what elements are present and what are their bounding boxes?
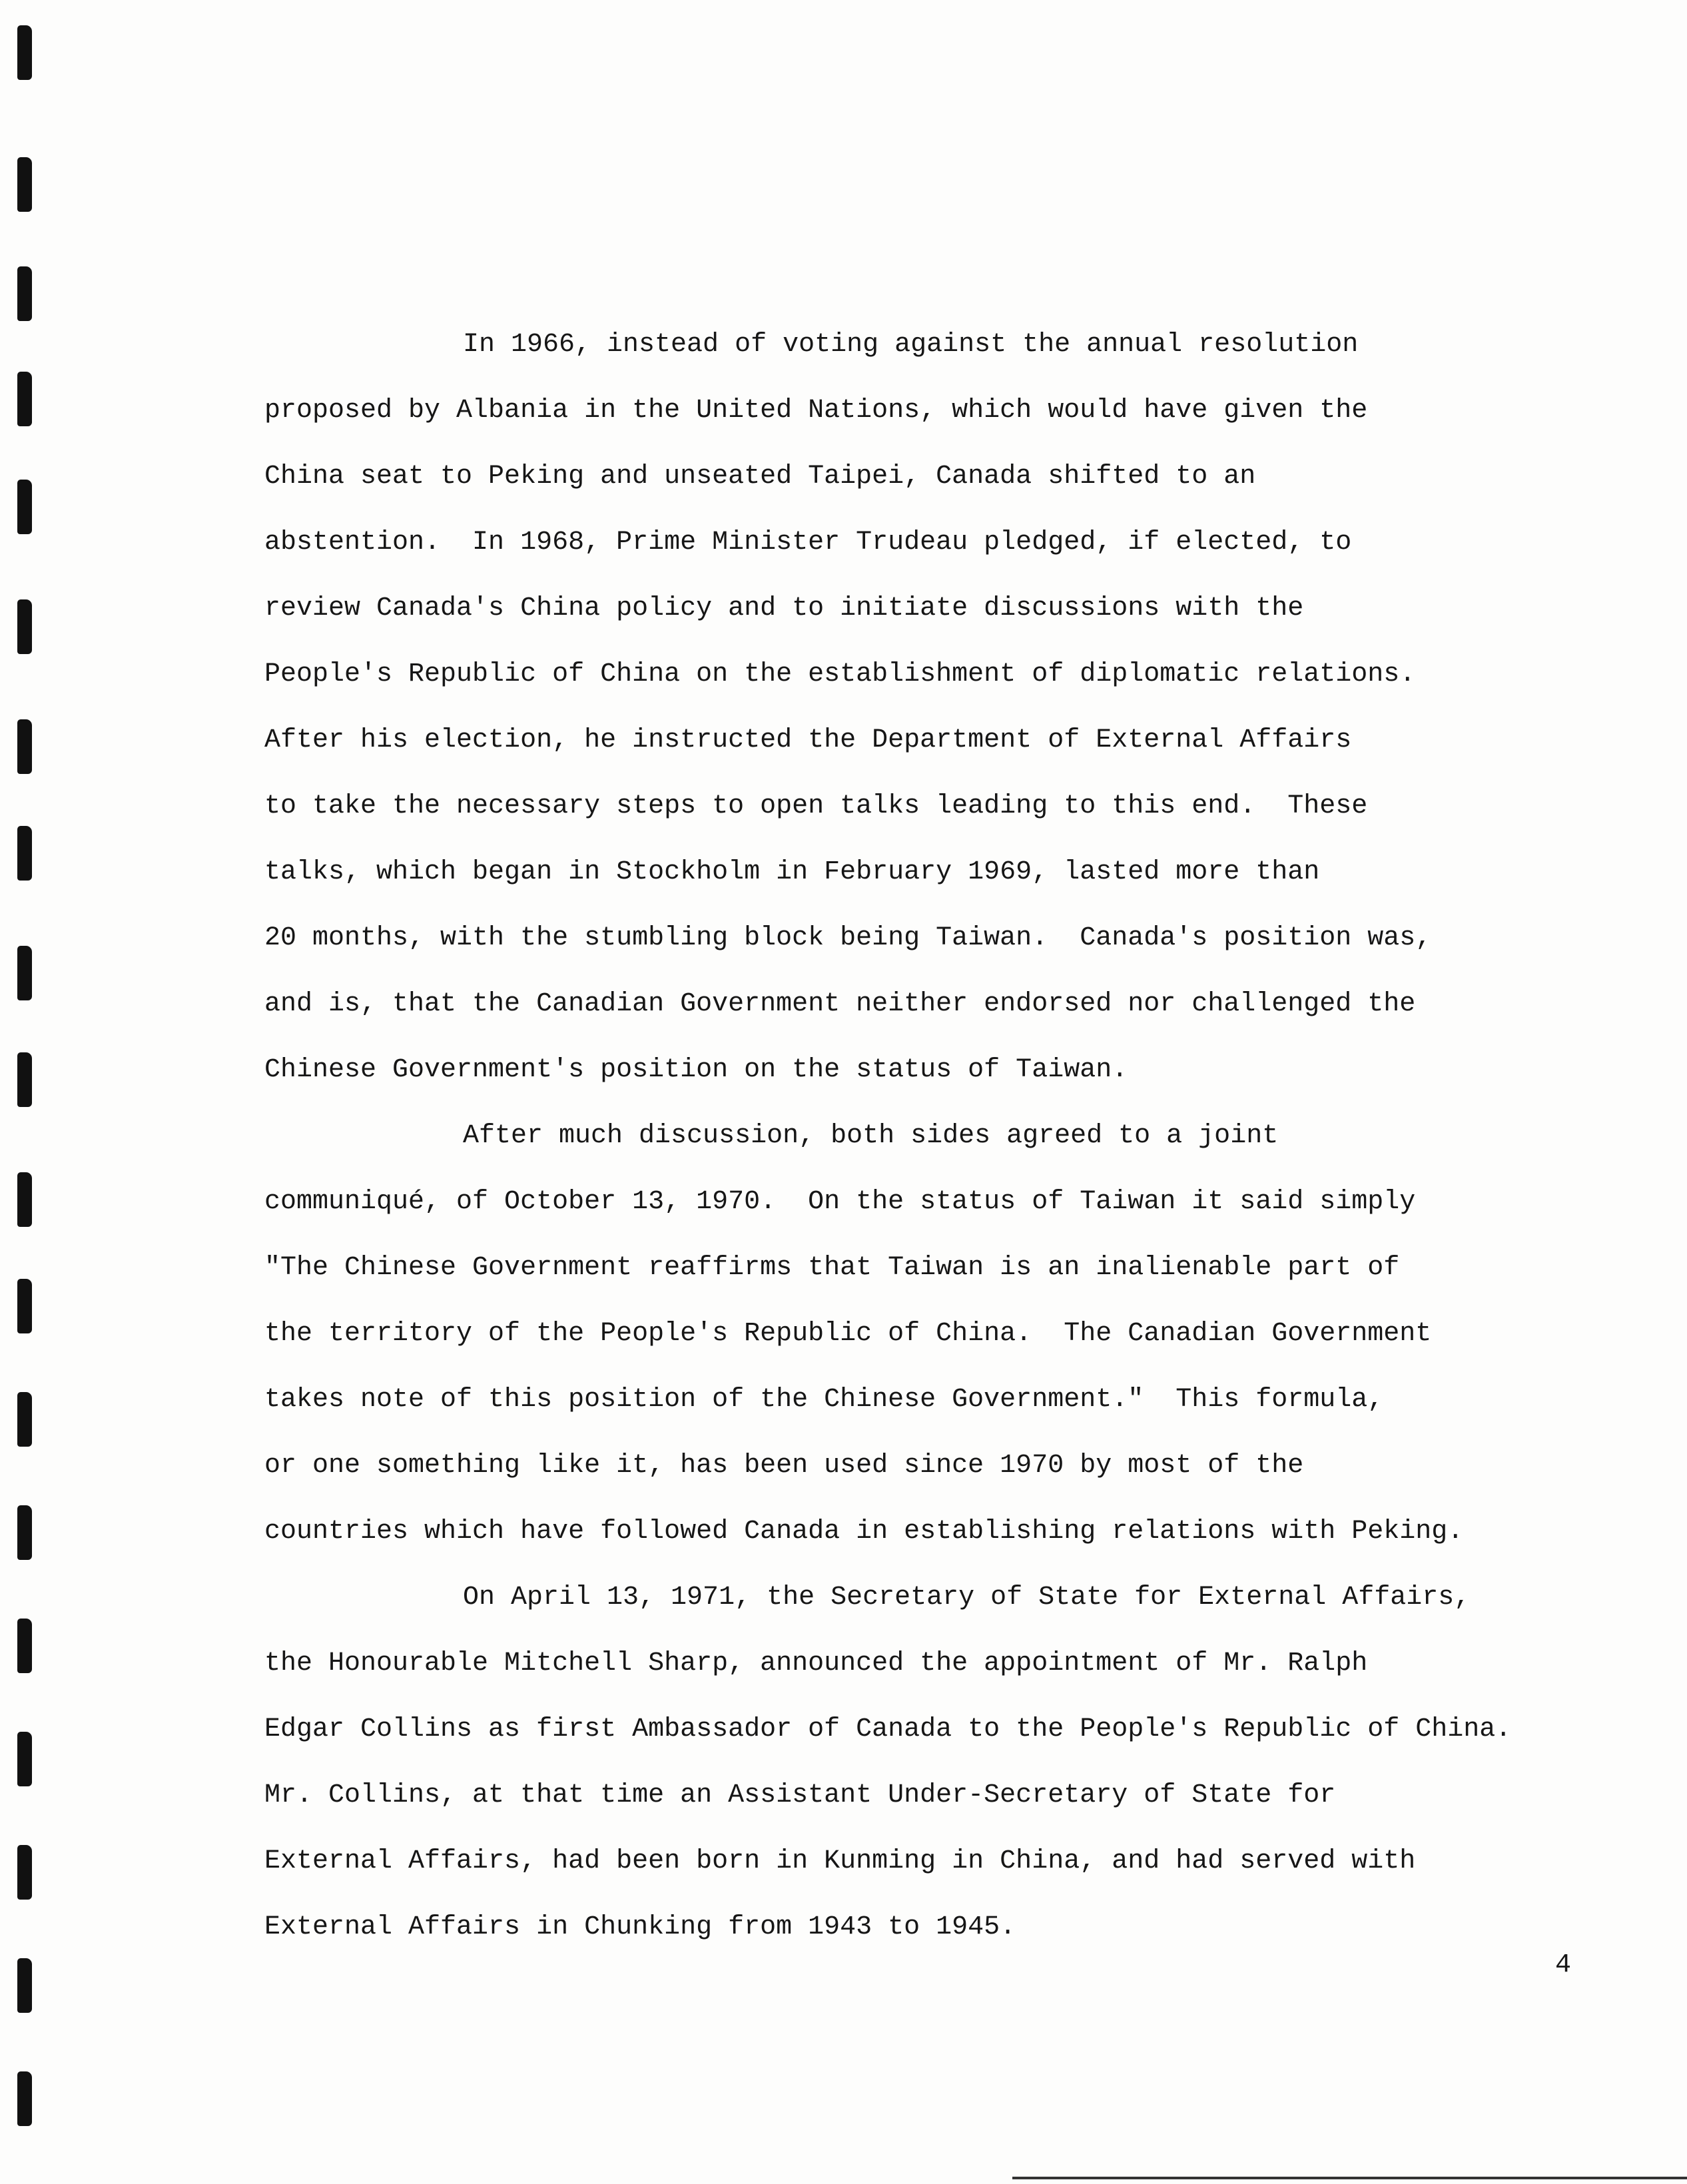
- text-line: communiqué, of October 13, 1970. On the status of Taiwan it said simply: [264, 1187, 1416, 1217]
- binding-mark: [17, 25, 32, 80]
- binding-mark: [17, 1172, 32, 1227]
- text-line: After his election, he instructed the Department of External Affairs: [264, 725, 1352, 755]
- binding-mark: [17, 266, 32, 321]
- text-line: External Affairs in Chunking from 1943 to 1945.: [264, 1912, 1016, 1942]
- binding-mark: [17, 1279, 32, 1333]
- text-line: the Honourable Mitchell Sharp, announced the appointment of Mr. Ralph: [264, 1648, 1368, 1678]
- binding-mark: [17, 1052, 32, 1107]
- text-line: and is, that the Canadian Government neither endorsed nor challenged the: [264, 989, 1416, 1019]
- text-line: review Canada's China policy and to initiate discussions with the: [264, 593, 1304, 623]
- binding-mark: [17, 1619, 32, 1673]
- text-line: Edgar Collins as first Ambassador of Canada to the People's Republic of China.: [264, 1714, 1512, 1744]
- binding-mark: [17, 826, 32, 881]
- text-line: talks, which began in Stockholm in February 1969, lasted more than: [264, 857, 1320, 887]
- text-line: 20 months, with the stumbling block being Taiwan. Canada's position was,: [264, 923, 1432, 953]
- binding-mark: [17, 1845, 32, 1900]
- text-line: After much discussion, both sides agreed to a joint: [463, 1121, 1279, 1151]
- binding-mark: [17, 2071, 32, 2126]
- text-line: Mr. Collins, at that time an Assistant Under-Secretary of State for: [264, 1780, 1336, 1810]
- page-number: 4: [1555, 1950, 1572, 1980]
- binding-mark: [17, 1392, 32, 1447]
- binding-mark: [17, 157, 32, 212]
- binding-mark: [17, 946, 32, 1000]
- text-line: abstention. In 1968, Prime Minister Trudeau pledged, if elected, to: [264, 528, 1352, 557]
- binding-mark: [17, 599, 32, 654]
- text-line: takes note of this position of the Chinese Government." This formula,: [264, 1385, 1384, 1415]
- body-text: [264, 318, 1570, 1967]
- binding-mark: [17, 480, 32, 534]
- text-line: China seat to Peking and unseated Taipei, Canada shifted to an: [264, 462, 1256, 492]
- text-line: to take the necessary steps to open talks leading to this end. These: [264, 791, 1368, 821]
- footer-rule: [1012, 2177, 1687, 2179]
- text-line: Chinese Government's position on the status of Taiwan.: [264, 1055, 1128, 1085]
- text-line: or one something like it, has been used since 1970 by most of the: [264, 1451, 1304, 1481]
- binding-holes: [0, 0, 60, 2184]
- binding-mark: [17, 1958, 32, 2013]
- binding-mark: [17, 1505, 32, 1560]
- text-line: countries which have followed Canada in establishing relations with Peking.: [264, 1517, 1464, 1547]
- text-line: On April 13, 1971, the Secretary of State for External Affairs,: [463, 1583, 1471, 1613]
- text-line: In 1966, instead of voting against the annual resolution: [463, 330, 1359, 360]
- binding-mark: [17, 372, 32, 426]
- text-line: External Affairs, had been born in Kunming in China, and had served with: [264, 1846, 1416, 1876]
- binding-mark: [17, 719, 32, 774]
- text-line: "The Chinese Government reaffirms that Taiwan is an inalienable part of: [264, 1253, 1400, 1283]
- text-line: the territory of the People's Republic of China. The Canadian Government: [264, 1319, 1432, 1349]
- text-line: proposed by Albania in the United Nations, which would have given the: [264, 396, 1368, 426]
- binding-mark: [17, 1732, 32, 1786]
- text-line: People's Republic of China on the establishment of diplomatic relations.: [264, 659, 1416, 689]
